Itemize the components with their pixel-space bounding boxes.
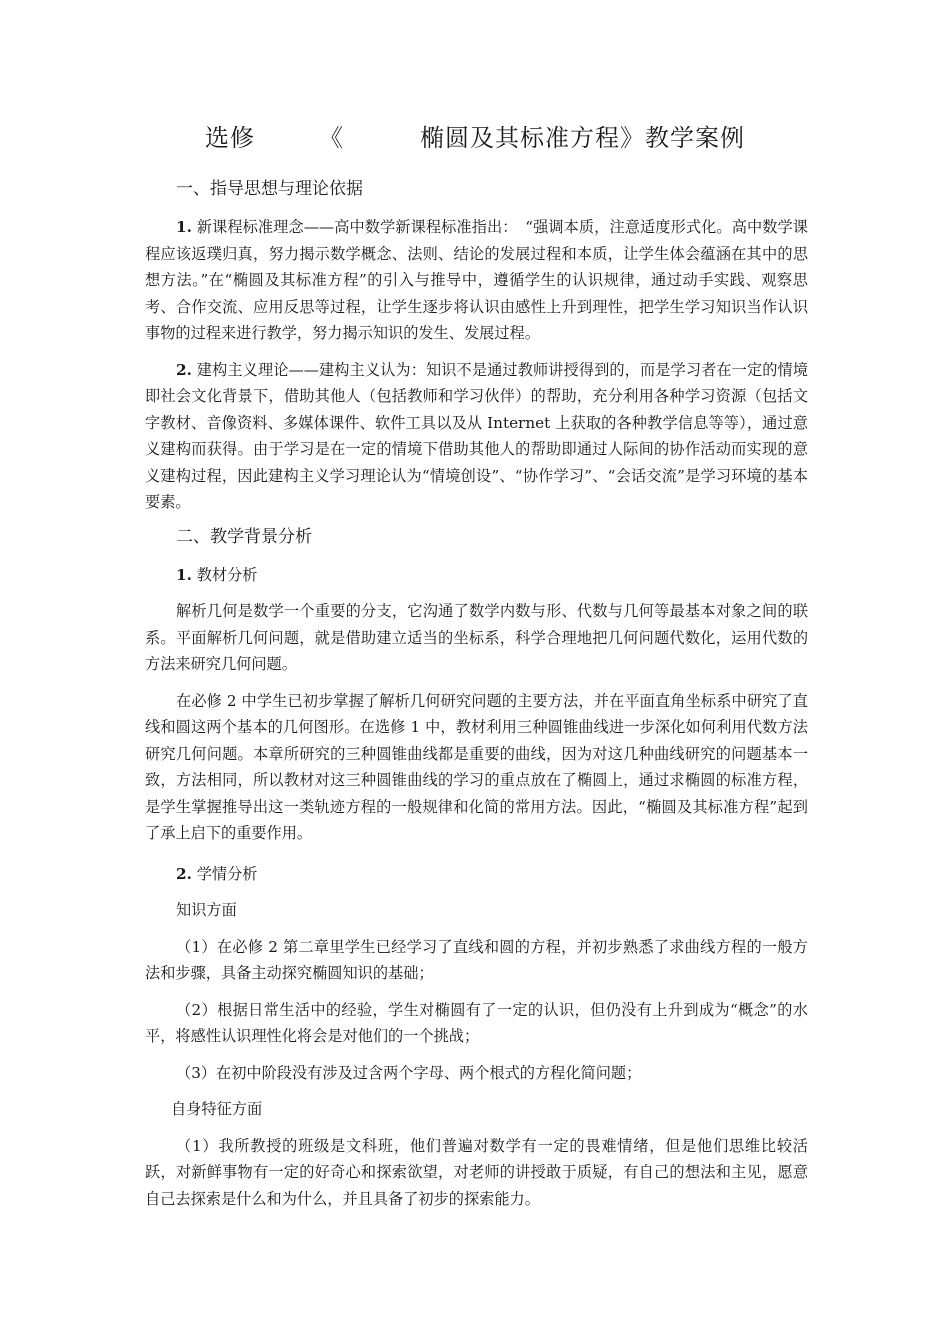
paragraph-1	[145, 214, 808, 347]
subsection-1-number: 1.	[176, 565, 192, 584]
paragraph-1-number: 1.	[176, 218, 192, 236]
knowledge-aspect-label: 知识方面	[176, 901, 237, 919]
knowledge-item-3: （3）在初中阶段没有涉及过含两个字母、两个根式的方程化简问题；	[176, 1063, 642, 1082]
paragraph-4: 在必修 2 中学生已初步掌握了解析几何研究问题的主要方法，并在平面直角坐标系中研究了直线和圆这两个基本的几何图形。在选修 1 中，教材利用三种圆锥曲线进一步深化如何利用代数方法研究几何问题。本章所研究的三种圆锥曲线都是重要的曲线，因为对这几种曲线研究的问题基本一致，方法相同，所以教材对这三种圆锥曲线的学习的重点放在了椭圆上，通过求椭圆的标准方程，是学生掌握推导出这一类轨迹方程的一般规律和化简的常用方法。因此，“椭圆及其标准方程”起到了承上启下的重要作用。	[145, 691, 808, 842]
document-body	[145, 174, 808, 1212]
section-1-heading: 一、指导思想与理论依据	[176, 179, 363, 199]
feature-item-1: （1）我所教授的班级是文科班，他们普遍对数学有一定的畏难情绪，但是他们思维比较活跃，对新鲜事物有一定的好奇心和探索欲望，对老师的讲授敢于质疑，有自己的想法和主见，愿意自己去探索是什么和为什么，并且具备了初步的探索能力。	[145, 1136, 808, 1208]
subsection-student-analysis	[145, 861, 808, 888]
section-2-heading: 二、教学背景分析	[176, 526, 312, 547]
paragraph-2-text: 建构主义理论——建构主义认为：知识不是通过教师讲授得到的，而是学习者在一定的情境即社会文化背景下，借助其他人（包括教师和学习伙伴）的帮助，充分利用各种学习资源（包括文字教材、音像资料、多媒体课件、软件工具以及从 Internet 上获取的各种教学信息等等），通过意义建构而获得。由于学习是在一定的情境下借助其他人的帮助即通过人际间的协作活动而实现的意义建构过程，因此建构主义学习理论认为“情境创设”、“协作学习”、“会话交流”是学习环境的基本要素。	[145, 360, 809, 511]
document-title	[0, 118, 950, 153]
subsection-1-label: 教材分析	[196, 565, 258, 584]
knowledge-item-2: （2）根据日常生活中的经验，学生对椭圆有了一定的认识，但仍没有上升到成为“概念”的水平，将感性认识理性化将会是对他们的一个挑战；	[145, 1000, 808, 1045]
subsection-2-label: 学情分析	[196, 864, 258, 883]
title-part-1: 选修	[205, 124, 255, 152]
title-part-2: 《	[319, 124, 344, 152]
self-feature-label: 自身特征方面	[171, 1100, 263, 1118]
knowledge-item-1: （1）在必修 2 第二章里学生已经学习了直线和圆的方程，并初步熟悉了求曲线方程的一般方法和步骤，具备主动探究椭圆知识的基础；	[145, 937, 808, 982]
paragraph-1-text: 新课程标准理念——高中数学新课程标准指出： “强调本质，注意适度形式化。高中数学课程应该返璞归真，努力揭示数学概念、法则、结论的发展过程和本质，让学生体会蕴涵在其中的思想方法。”在“椭圆及其标准方程”的引入与推导中，遵循学生的认识规律，通过动手实践、观察思考、合作交流、应用反思等过程，让学生逐步将认识由感性上升到理性，把学生学习知识当作认识事物的过程来进行教学，努力揭示知识的发生、发展过程。	[145, 218, 808, 342]
subsection-2-number: 2.	[176, 864, 192, 883]
paragraph-3: 解析几何是数学一个重要的分支，它沟通了数学内数与形、代数与几何等最基本对象之间的联系。平面解析几何问题，就是借助建立适当的坐标系，科学合理地把几何问题代数化，运用代数的方法来研究几何问题。	[145, 602, 808, 673]
subsection-textbook-analysis	[145, 562, 808, 589]
title-part-3: 椭圆及其标准方程》教学案例	[420, 124, 745, 152]
paragraph-2-number: 2.	[176, 360, 192, 379]
paragraph-2	[145, 357, 808, 516]
